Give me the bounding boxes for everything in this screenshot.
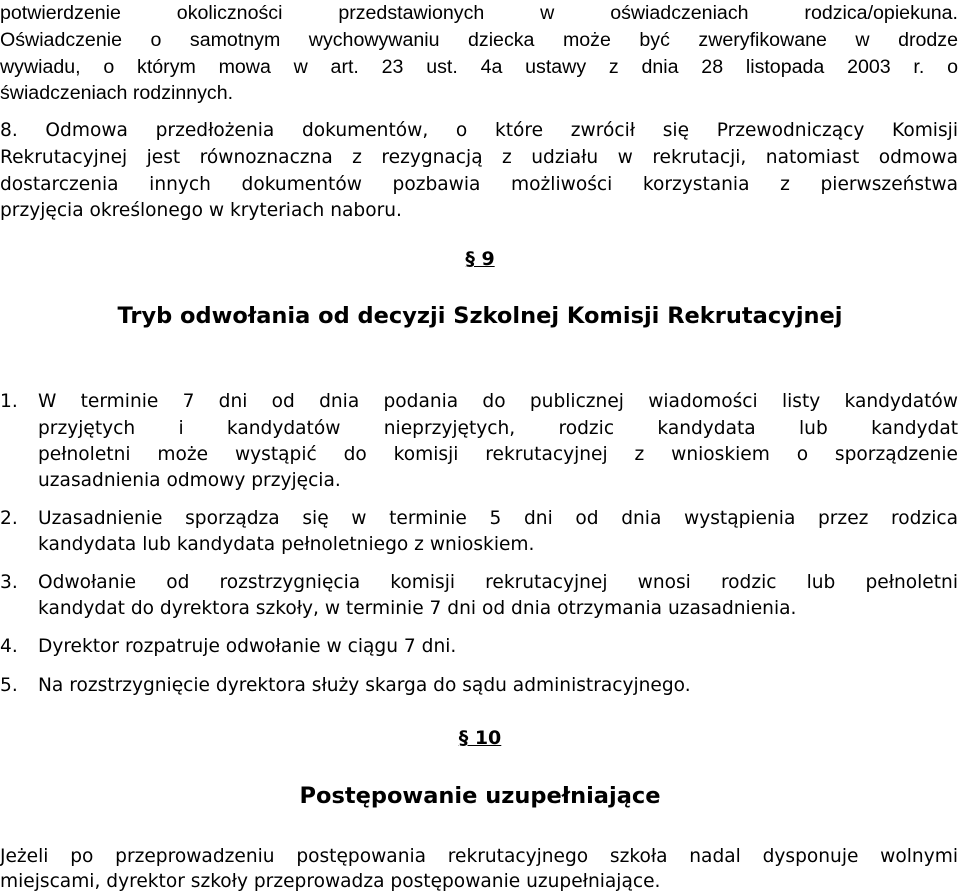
intro-line: Oświadczenie o samotnym wychowywaniu dziecka może być zweryfikowane w drodze <box>0 29 958 51</box>
item-line: Odwołanie od rozstrzygnięcia komisji rekrutacyjnej wnosi rodzic lub pełnoletni <box>38 572 958 593</box>
section-10-line: miejscami, dyrektor szkoły przeprowadza postępowanie uzupełniające. <box>0 871 661 892</box>
section-10-line: Jeżeli po przeprowadzeniu postępowania rekrutacyjnego szkoła nadal dysponuje wolnymi <box>0 846 958 867</box>
item-number: 4. <box>0 636 18 657</box>
section-10-title: Postępowanie uzupełniające <box>299 783 661 809</box>
intro-line: wywiadu, o którym mowa w art. 23 ust. 4a ustawy z dnia 28 listopada 2003 r. o <box>0 56 958 78</box>
item-number: 5. <box>0 675 18 696</box>
item-number: 3. <box>0 572 18 593</box>
item-number: 1. <box>0 391 18 412</box>
item-number: 2. <box>0 508 18 529</box>
section-9-number: § 9 <box>465 248 495 270</box>
section-9-title: Tryb odwołania od decyzji Szkolnej Komisji Rekrutacyjnej <box>117 303 843 329</box>
intro-line: świadczeniach rodzinnych. <box>0 82 234 104</box>
item-line: przyjętych i kandydatów nieprzyjętych, rodzic kandydata lub kandydat <box>38 418 958 439</box>
point8-line: Rekrutacyjnej jest równoznaczna z rezygnacją z udziału w rekrutacji, natomiast odmowa <box>0 147 958 168</box>
item-line: Uzasadnienie sporządza się w terminie 5 dni od dnia wystąpienia przez rodzica <box>38 508 958 529</box>
item-line: Dyrektor rozpatruje odwołanie w ciągu 7 dni. <box>38 636 457 657</box>
intro-line: potwierdzenie okoliczności przedstawionych w oświadczeniach rodzica/opiekuna. <box>0 2 958 24</box>
item-line: kandydata lub kandydata pełnoletniego z wnioskiem. <box>38 534 535 555</box>
item-line: uzasadnienia odmowy przyjęcia. <box>38 470 341 491</box>
item-line: W terminie 7 dni od dnia podania do publicznej wiadomości listy kandydatów <box>38 391 958 412</box>
item-line: pełnoletni może wystąpić do komisji rekrutacyjnej z wnioskiem o sporządzenie <box>38 444 958 465</box>
point8-line: 8. Odmowa przedłożenia dokumentów, o które zwrócił się Przewodniczący Komisji <box>0 120 958 141</box>
point8-line: przyjęcia określonego w kryteriach naboru. <box>0 200 402 221</box>
section-10-number: § 10 <box>458 727 502 749</box>
item-line: kandydat do dyrektora szkoły, w terminie 7 dni od dnia otrzymania uzasadnienia. <box>38 598 797 619</box>
point8-line: dostarczenia innych dokumentów pozbawia możliwości korzystania z pierwszeństwa <box>0 174 958 195</box>
item-line: Na rozstrzygnięcie dyrektora służy skarga do sądu administracyjnego. <box>38 675 691 696</box>
